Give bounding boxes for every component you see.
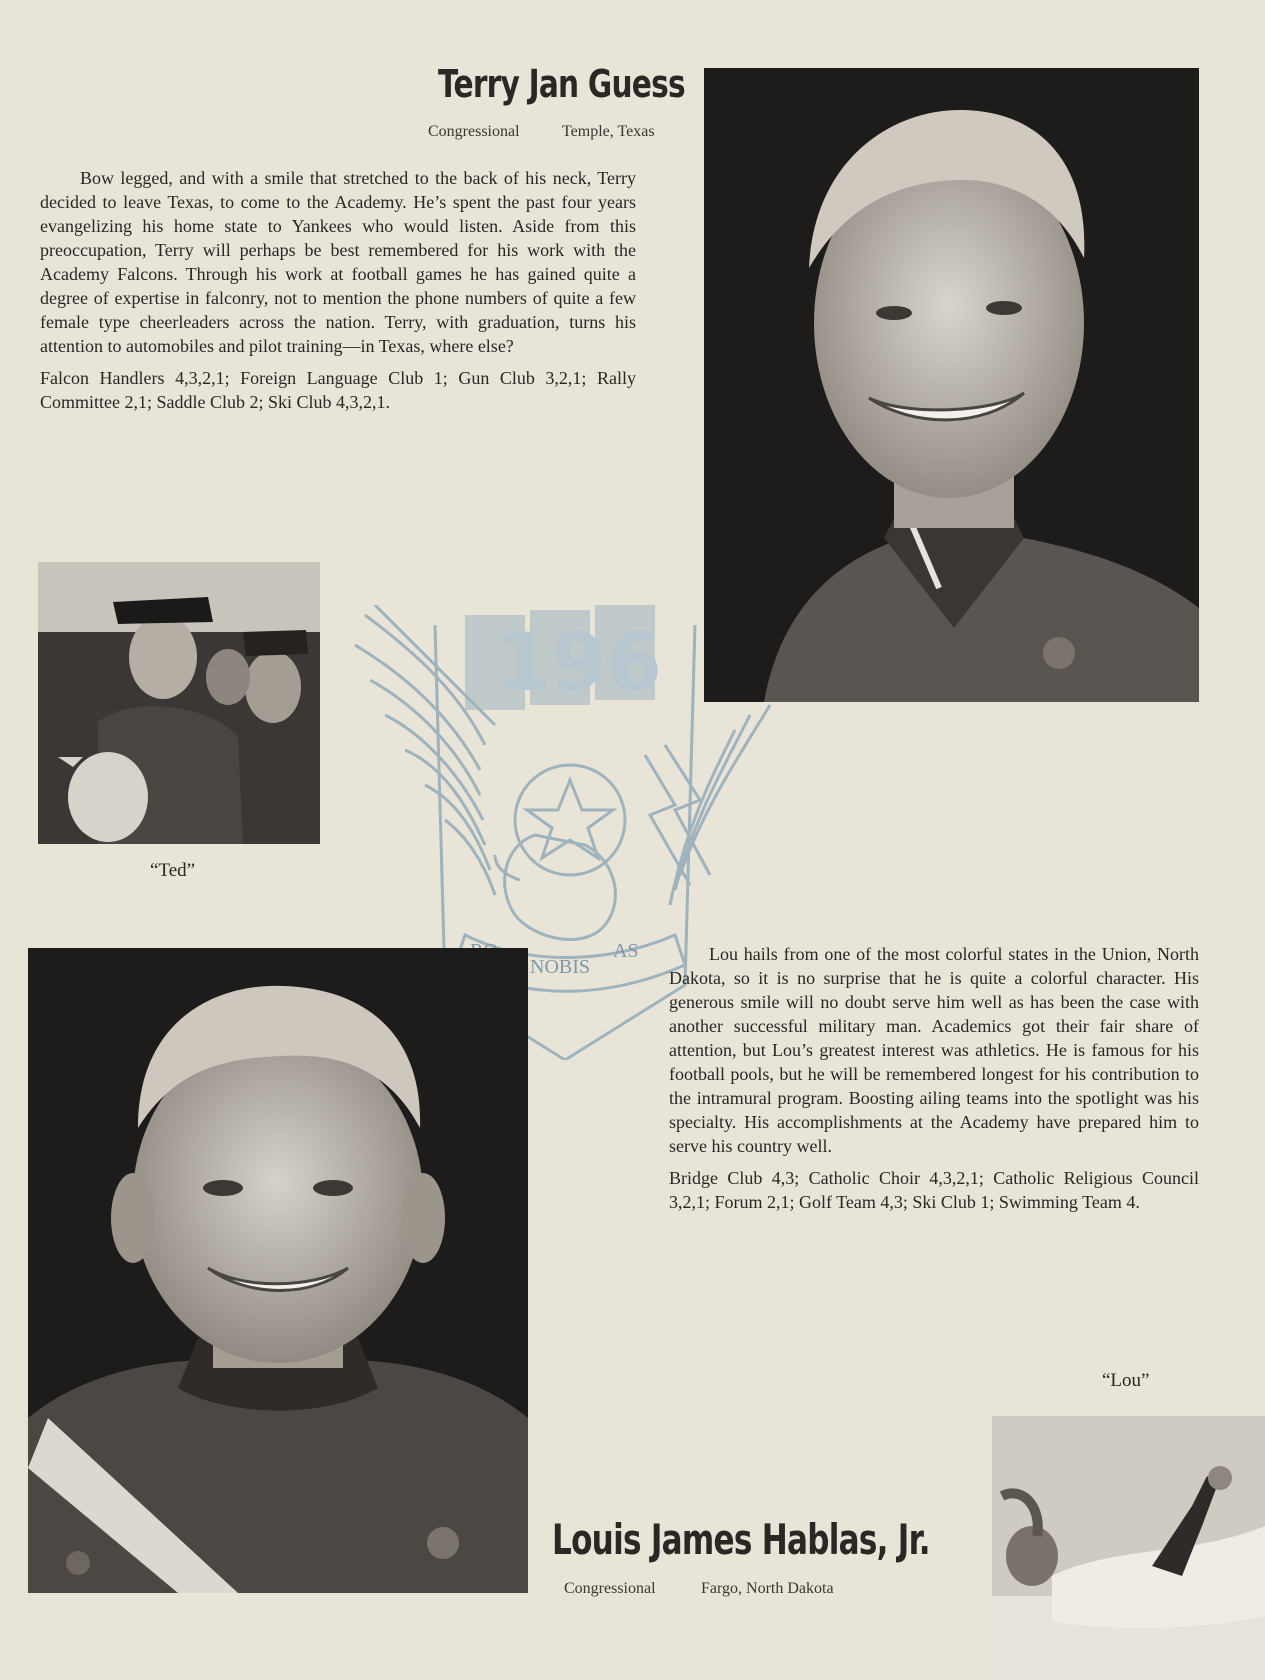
person2-activities: Bridge Club 4,3; Catholic Choir 4,3,2,1; Catholic Religious Council 3,2,1; Forum 2,1; Golf Team 4,3; Ski Club 1; Swimming Team 4. <box>669 1168 1199 1212</box>
person1-nickname-caption: “Ted” <box>150 860 196 881</box>
person2-appointment: Congressional <box>564 1580 656 1597</box>
person1-candid-photo <box>38 562 320 844</box>
person2-nickname-caption: “Lou” <box>1102 1370 1150 1391</box>
person1-name: Terry Jan Guess <box>438 62 685 106</box>
person2-name: Louis James Hablas, Jr. <box>552 1515 930 1564</box>
person2-hometown: Fargo, North Dakota <box>701 1580 834 1597</box>
person2-portrait-photo <box>28 948 528 1593</box>
person2-biography: Lou hails from one of the most colorful states in the Union, North Dakota, so it is no surprise that he is quite a colorful character. His generous smile will no doubt serve him well as has been the case with another successful military man. Academics got their fair share of attention, but Lou’s greatest interest was athletics. He is famous for his football pools, but he will be remembered longest for his contribution to the intramural program. Boosting ailing teams into the spotlight was his specialty. His accomplishments at the Academy have prepared him to serve his country well. <box>669 944 1199 1156</box>
person1-biography: Bow legged, and with a smile that stretched to the back of his neck, Terry decided to leave Texas, to come to the Academy. He’s spent the past four years evangelizing his home state to Yankees who would listen. Aside from this preoccupation, Terry will perhaps be best remembered for his work with the Academy Falcons. Through his work at football games he has gained quite a degree of expertise in falconry, not to mention the phone numbers of quite a few female type cheerleaders across the nation. Terry, with graduation, turns his attention to automobiles and pilot training—in Texas, where else? <box>40 168 636 356</box>
crest-year-text: 196 <box>495 616 662 709</box>
person1-bio-block <box>40 166 636 414</box>
person1-appointment: Congressional <box>428 123 520 140</box>
crest-motto-right: AS <box>613 940 639 962</box>
crest-motto-mid: NOBIS <box>530 956 591 978</box>
person1-portrait-photo <box>704 68 1199 702</box>
person1-activities: Falcon Handlers 4,3,2,1; Foreign Language Club 1; Gun Club 3,2,1; Rally Committee 2,1; Saddle Club 2; Ski Club 4,3,2,1. <box>40 368 636 412</box>
person2-bio-block <box>669 942 1199 1214</box>
person1-hometown: Temple, Texas <box>562 123 655 140</box>
person2-candid-photo <box>992 1416 1265 1680</box>
